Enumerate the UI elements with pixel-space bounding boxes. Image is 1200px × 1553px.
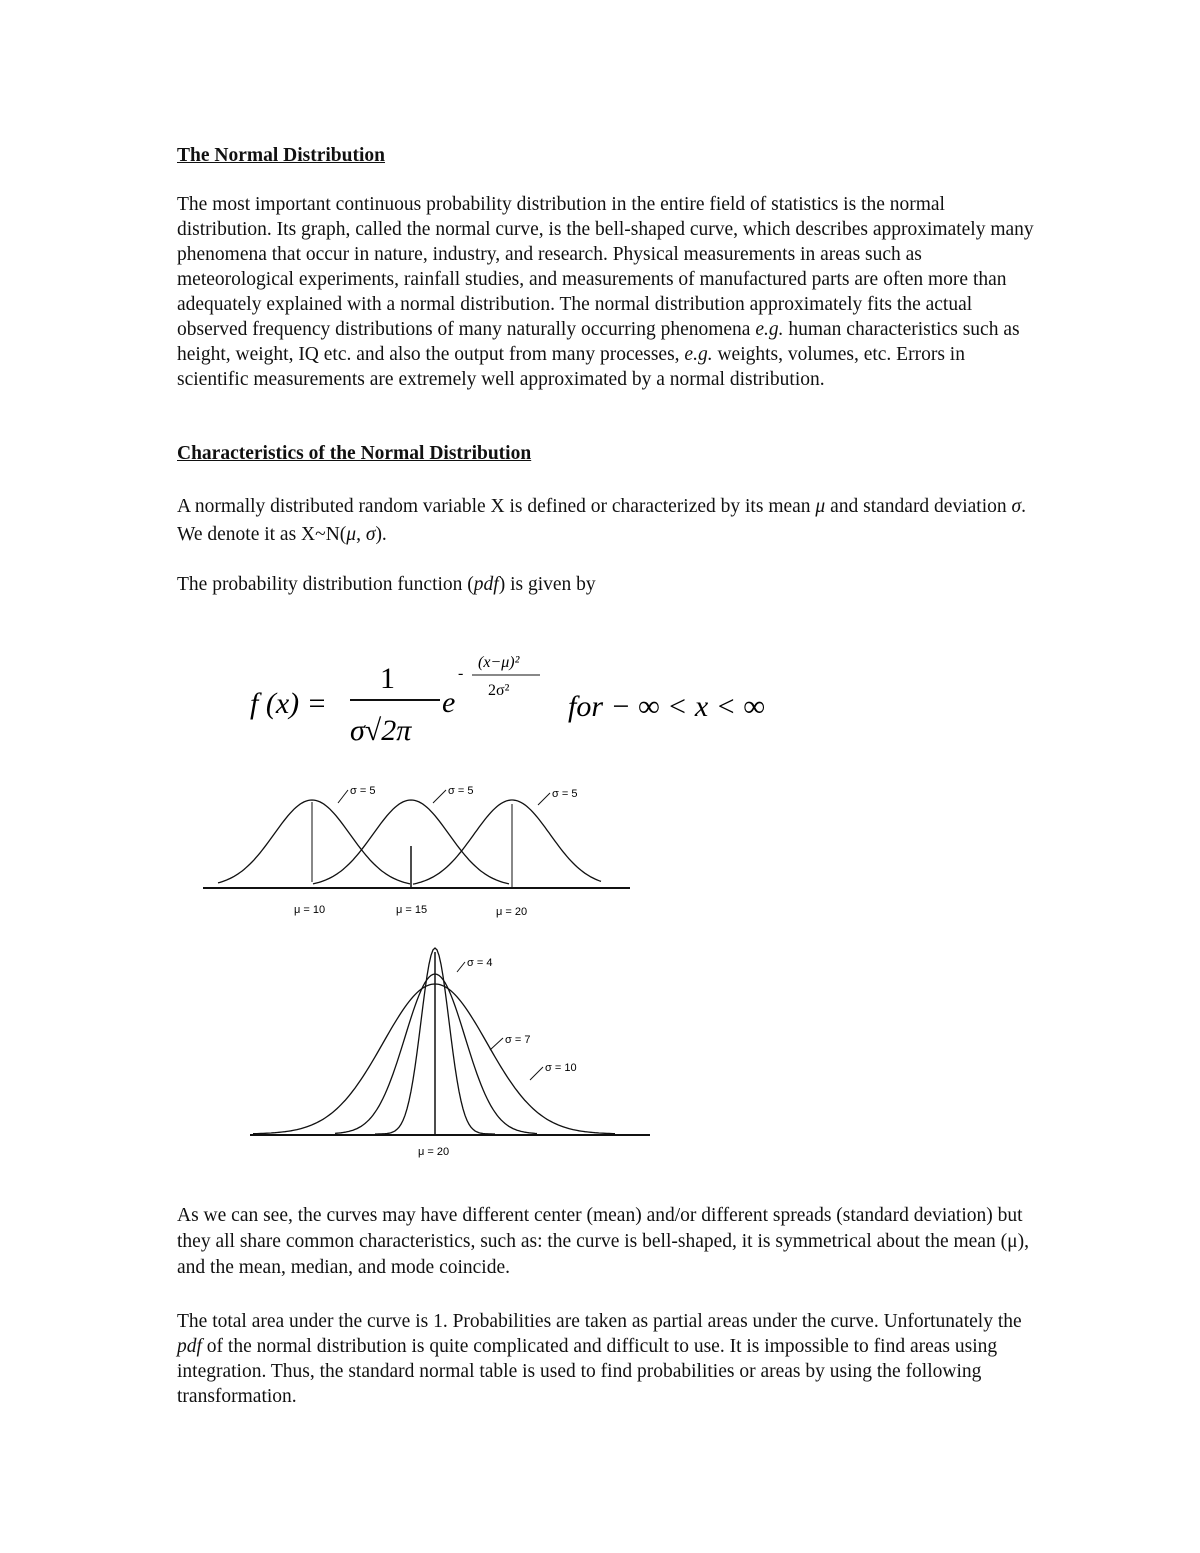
char-text-3: . We denote it as X~N( (177, 496, 1026, 545)
sigma-label-3: σ = 5 (552, 788, 578, 800)
pdf-text-1: The probability distribution function ( (177, 574, 474, 595)
formula-base-e: e (442, 686, 456, 719)
char-text-4: ). (375, 524, 387, 545)
curve-mu-10 (218, 800, 410, 884)
closing-text-4: of the normal distribution is quite complicated and difficult to use. It is impossible to find areas using integration. Thus, the standard normal table is used to find probabilities or areas by using the following transformation. (177, 1336, 998, 1407)
mu-symbol-2: μ (346, 524, 357, 545)
intro-text-1: The most important continuous probability distribution in the entire field of statistics is the normal distribution. Its graph, called the normal curve, is the bell-shaped curve, which describes approximately many phenomena that occur in nature, industry, and research. Physical measurements in areas such as meteorological experiments, rainfall studies, and measurements of manufactured parts are often more than adequately explained with a normal distribution. The normal distribution approximately fits the actual observed frequency distributions of many naturally occurring phenomena (177, 194, 1034, 340)
pdf-italic: pdf (473, 574, 499, 595)
mu-label-2: μ = 15 (396, 904, 428, 916)
closing-pdf: pdf (177, 1336, 202, 1357)
sigma-symbol-2: σ (365, 524, 376, 545)
pdf-formula (250, 645, 810, 755)
formula-numerator: 1 (380, 662, 395, 695)
figure-shifted-means (198, 770, 638, 925)
pdf-intro-line (177, 572, 1037, 597)
mu-label-1: μ = 10 (294, 904, 326, 916)
closing-mu: μ (1007, 1231, 1018, 1252)
formula-domain: for − ∞ < x < ∞ (568, 690, 765, 723)
formula-exp-numerator: (x−μ)² (478, 654, 520, 671)
formula-exp-denominator: 2σ² (488, 682, 510, 699)
characteristics-heading: Characteristics of the Normal Distribution (177, 443, 532, 464)
page-title: The Normal Distribution (177, 145, 386, 166)
intro-eg-1: e.g. (755, 319, 784, 340)
intro-paragraph (177, 192, 1037, 392)
sigma-pointer-2 (433, 790, 446, 803)
curve-sigma-7 (335, 974, 537, 1134)
intro-text-2: human characteristics such as height, weight, IQ etc. and also the output from many processes, (177, 319, 1020, 365)
intro-text-3: weights, volumes, etc. Errors in scientific measurements are extremely well approximated by a normal distribution. (177, 344, 965, 390)
mu-symbol: μ (815, 496, 826, 517)
closing-text-1: As we can see, the curves may have different center (mean) and/or different spreads (standard deviation) but they all share common characteristics, such as: the curve is bell-shaped, it is symmetrical about the mean ( (177, 1205, 1023, 1252)
sigma-pointer-10 (530, 1067, 543, 1080)
sigma-label-4: σ = 4 (467, 957, 493, 969)
pdf-text-2: ) is given by (498, 574, 596, 595)
mu-label-20: μ = 20 (418, 1146, 450, 1158)
sigma-label-10: σ = 10 (545, 1062, 577, 1074)
sigma-label-2: σ = 5 (448, 785, 474, 797)
char-comma: , (356, 524, 366, 545)
closing-paragraph-2 (177, 1309, 1037, 1409)
sigma-pointer-7 (490, 1038, 503, 1050)
figure-varying-sigmas (245, 940, 655, 1165)
char-text-1: A normally distributed random variable X is defined or characterized by its mean (177, 496, 816, 517)
mu-label-3: μ = 20 (496, 906, 528, 918)
sigma-pointer-3 (538, 793, 550, 805)
closing-text-3: The total area under the curve is 1. Probabilities are taken as partial areas under the curve. Unfortunately the (177, 1311, 1022, 1332)
curve-mu-20 (413, 800, 601, 884)
intro-eg-2: e.g. (684, 344, 713, 365)
formula-lhs: f (x) = (250, 687, 327, 720)
char-text-2: and standard deviation (825, 496, 1012, 517)
sigma-symbol: σ (1011, 496, 1022, 517)
closing-text-2: ), and the mean, median, and mode coincide. (177, 1231, 1029, 1278)
sigma-label-1: σ = 5 (350, 785, 376, 797)
characteristics-paragraph (177, 493, 1037, 549)
formula-exp-sign: - (458, 665, 464, 682)
sigma-label-7: σ = 7 (505, 1034, 531, 1046)
curve-sigma-10 (253, 984, 615, 1134)
formula-denominator: σ√2π (350, 714, 412, 747)
sigma-pointer-4 (457, 962, 465, 972)
closing-paragraph-1 (177, 1203, 1037, 1281)
sigma-pointer-1 (338, 790, 348, 803)
